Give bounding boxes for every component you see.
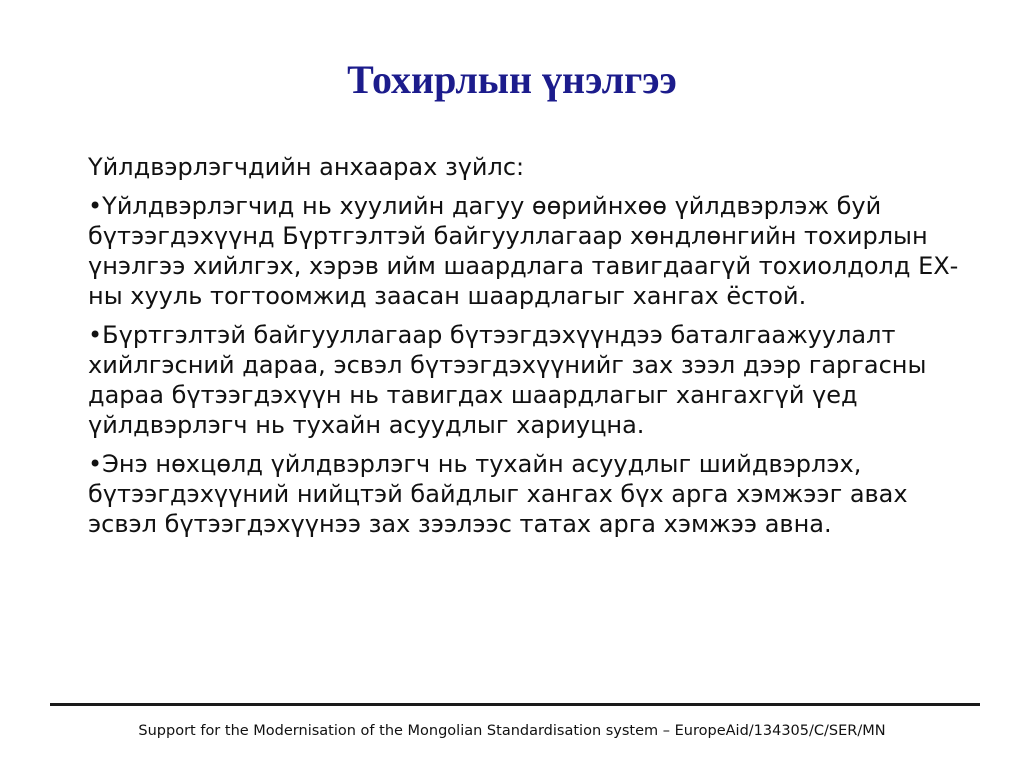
bullet-item: •Үйлдвэрлэгчид нь хуулийн дагуу өөрийнхөө үйлдвэрлэж буй бүтээгдэхүүнд Бүртгэлтэй байгууллагаар хөндлөнгийн тохирлын үнэлгээ хийлгэх, хэрэв ийм шаардлага тавигдаагүй тохиолдолд ЕХ-ны хууль тогтоомжид заасан шаардлагыг хангах ёстой. [88, 192, 959, 310]
footer-divider [50, 703, 980, 706]
footer-text: Support for the Modernisation of the Mongolian Standardisation system – EuropeAid/134305/C/SER/MN [138, 723, 886, 739]
body-heading: Үйлдвэрлэгчдийн анхаарах зүйлс: [88, 153, 525, 181]
bullet-item: •Энэ нөхцөлд үйлдвэрлэгч нь тухайн асуудлыг шийдвэрлэх, бүтээгдэхүүний нийцтэй байдлыг хангах бүх арга хэмжээг авах эсвэл бүтээгдэхүүнээ зах зээлээс татах арга хэмжээ авна. [88, 450, 908, 538]
slide-body [88, 152, 968, 539]
bullet-item: •Бүртгэлтэй байгууллагаар бүтээгдэхүүндээ баталгаажуулалт хийлгэсний дараа, эсвэл бүтээгдэхүүнийг зах зээл дээр гаргасны дараа бүтээгдэхүүн нь тавигдах шаардлагыг хангахгүй үед үйлдвэрлэгч нь тухайн асуудлыг хариуцна. [88, 321, 927, 439]
slide-title: Тохирлын үнэлгээ [347, 57, 677, 102]
